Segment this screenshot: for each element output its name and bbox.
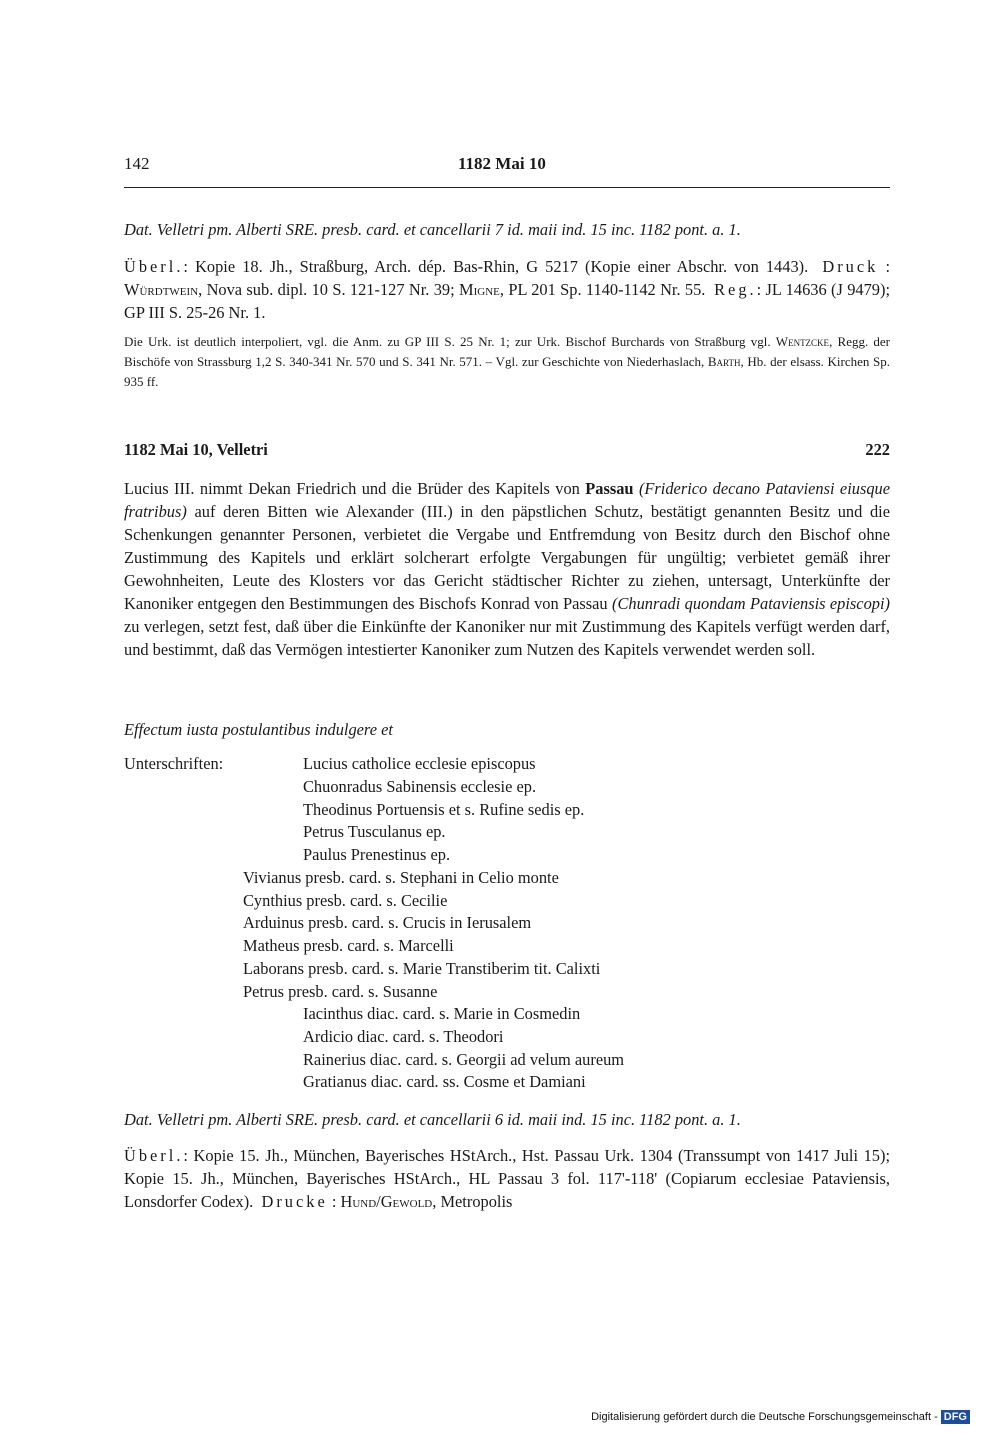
signature-line: Gratianus diac. card. ss. Cosme et Damiani — [303, 1072, 586, 1091]
digitization-credit — [591, 1410, 970, 1424]
signature-line: Iacinthus diac. card. s. Marie in Cosmedin — [303, 1004, 581, 1023]
summary-latin: (Chunradi quondam Pataviensis episcopi) — [611, 594, 890, 613]
summary-place: Passau — [585, 479, 634, 498]
uberl-text: : Kopie 18. Jh., Straßburg, Arch. dép. Bas-Rhin, G 5217 (Kopie einer Abschr. von 1443). — [183, 257, 809, 276]
drucke-label: Drucke — [261, 1192, 328, 1211]
entry-heading — [124, 440, 890, 460]
entry-tradition: Überl.: Kopie 15. Jh., München, Bayerisches HStArch., Hst. Passau Urk. 1304 (Transsumpt von 1417 Juli 15); Kopie 15. Jh., München, Bayerisches HStArch., HL Passau 3 fol. 117'-118' (Copiarum ecclesiae Pataviensis, Lonsdorfer Codex). Drucke : Hund/Gewold, Metropolis — [124, 1146, 890, 1211]
signature-line: Chuonradus Sabinensis ecclesie ep. — [303, 777, 537, 796]
signature-line: Laborans presb. card. s. Marie Transtiberim tit. Calixti — [243, 959, 601, 978]
prev-tradition: Überl.: Kopie 18. Jh., Straßburg, Arch. dép. Bas-Rhin, G 5217 (Kopie einer Abschr. von 1443). Druck : Würdtwein, Nova sub. dipl. 10 S. 121-127 Nr. 39; Migne, PL 201 Sp. 1140-1142 Nr. 55. Reg.: JL 14636 (J 9479); GP III S. 25-26 Nr. 1. — [124, 257, 891, 322]
summary-latin: (Friderico decano Pataviensi eiusque fratribus) — [124, 479, 890, 521]
summary-text: auf deren Bitten wie Alexander (III.) in den päpstlichen Schutz, bestätigt genannten Besitz und die Schenkungen genannter Personen, verbietet die Vergabe und Entfremdung von Besitz durch den Bischof ohne Zustimmung des Kapitels und erklärt solcherart erfolgte Vergabungen für ungültig; verbietet gemäß ihrer Gewohnheiten, Leute des Klosters vor das Gericht städtischer Richter zu ziehen, untersagt, Unterkünfte der Kanoniker entgegen den Bestimmungen des Bischofs Konrad von Passau — [124, 502, 891, 613]
druck-author: Migne — [459, 280, 500, 299]
uberl-text: : Kopie 15. Jh., München, Bayerisches HStArch., Hst. Passau Urk. 1304 (Transsumpt von 1417 Juli 15); Kopie 15. Jh., München, Bayerisches HStArch., HL Passau 3 fol. 117'-118' (Copiarum ecclesiae Pataviensis, Lonsdorfer Codex). — [124, 1146, 890, 1211]
header-date: 1182 Mai 10 — [458, 154, 546, 173]
entry-dating-line: Dat. Velletri pm. Alberti SRE. presb. card. et cancellarii 6 id. maii ind. 15 inc. 1182 pont. a. 1. — [124, 1110, 741, 1129]
reg-label: Reg. — [714, 280, 757, 299]
druck-label: Druck — [822, 257, 879, 276]
entry-title: 1182 Mai 10, Velletri — [124, 440, 268, 459]
note-text: , Regg. der Bischöfe von Strassburg 1,2 S. 340-341 Nr. 570 und S. 341 Nr. 571. – Vgl. zur Geschichte von Niederhaslach, — [124, 334, 891, 369]
drucke-text: , Metropolis — [432, 1192, 513, 1211]
incipit: Effectum iusta postulantibus indulgere et — [124, 720, 393, 739]
page-number: 142 — [124, 154, 150, 173]
signature-line: Petrus presb. card. s. Susanne — [243, 982, 438, 1001]
summary-text: zu verlegen, setzt fest, daß über die Einkünfte der Kanoniker nur mit Zustimmung des Kapitels verfügt werden darf, und bestimmt, daß das Vermögen intestierter Kanoniker zum Nutzen des Kapitels verwendet werden soll. — [124, 617, 890, 659]
signature-line: Theodinus Portuensis et s. Rufine sedis ep. — [303, 800, 585, 819]
entry-summary — [124, 477, 890, 661]
entry-number: 222 — [865, 440, 890, 459]
credit-text: Digitalisierung gefördert durch die Deutsche Forschungsgemeinschaft - — [591, 1411, 938, 1423]
prev-dating-line: Dat. Velletri pm. Alberti SRE. presb. card. et cancellarii 7 id. maii ind. 15 inc. 1182 pont. a. 1. — [124, 220, 741, 239]
uberl-label: Überl. — [124, 257, 184, 276]
summary-text: Lucius III. nimmt Dekan Friedrich und die Brüder des Kapitels von — [124, 479, 580, 498]
drucke-author: Hund/Gewold — [340, 1192, 433, 1211]
reg-text: : JL 14636 (J 9479); GP III S. 25-26 Nr. 1. — [124, 280, 890, 322]
note-text: Die Urk. ist deutlich interpoliert, vgl. die Anm. zu GP III S. 25 Nr. 1; zur Urk. Bischof Burchards von Straßburg vgl. — [124, 334, 771, 349]
note-text: , Hb. der elsass. Kirchen Sp. 935 ff. — [124, 354, 891, 389]
signature-line: Lucius catholice ecclesie episcopus — [303, 754, 536, 773]
signature-line: Cynthius presb. card. s. Cecilie — [243, 891, 448, 910]
signature-line: Rainerius diac. card. s. Georgii ad velum aureum — [303, 1050, 625, 1069]
note-author: Barth — [707, 354, 741, 369]
signature-line: Arduinus presb. card. s. Crucis in Ierusalem — [243, 913, 532, 932]
header-rule — [124, 187, 890, 188]
signature-line: Paulus Prenestinus ep. — [303, 845, 451, 864]
signature-line: Vivianus presb. card. s. Stephani in Celio monte — [243, 868, 559, 887]
signature-line: Ardicio diac. card. s. Theodori — [303, 1027, 504, 1046]
signatures-label: Unterschriften: — [124, 754, 224, 773]
signature-line: Petrus Tusculanus ep. — [303, 822, 446, 841]
dfg-logo: DFG — [941, 1410, 970, 1424]
running-header — [124, 154, 890, 182]
druck-text: , PL 201 Sp. 1140-1142 Nr. 55. — [499, 280, 706, 299]
druck-text: , Nova sub. dipl. 10 S. 121-127 Nr. 39; — [198, 280, 455, 299]
note-author: Wentzcke — [775, 334, 830, 349]
prev-note — [124, 332, 890, 392]
uberl-label: Überl. — [124, 1146, 184, 1165]
signature-line: Matheus presb. card. s. Marcelli — [243, 936, 454, 955]
druck-author: Würdtwein — [124, 280, 199, 299]
